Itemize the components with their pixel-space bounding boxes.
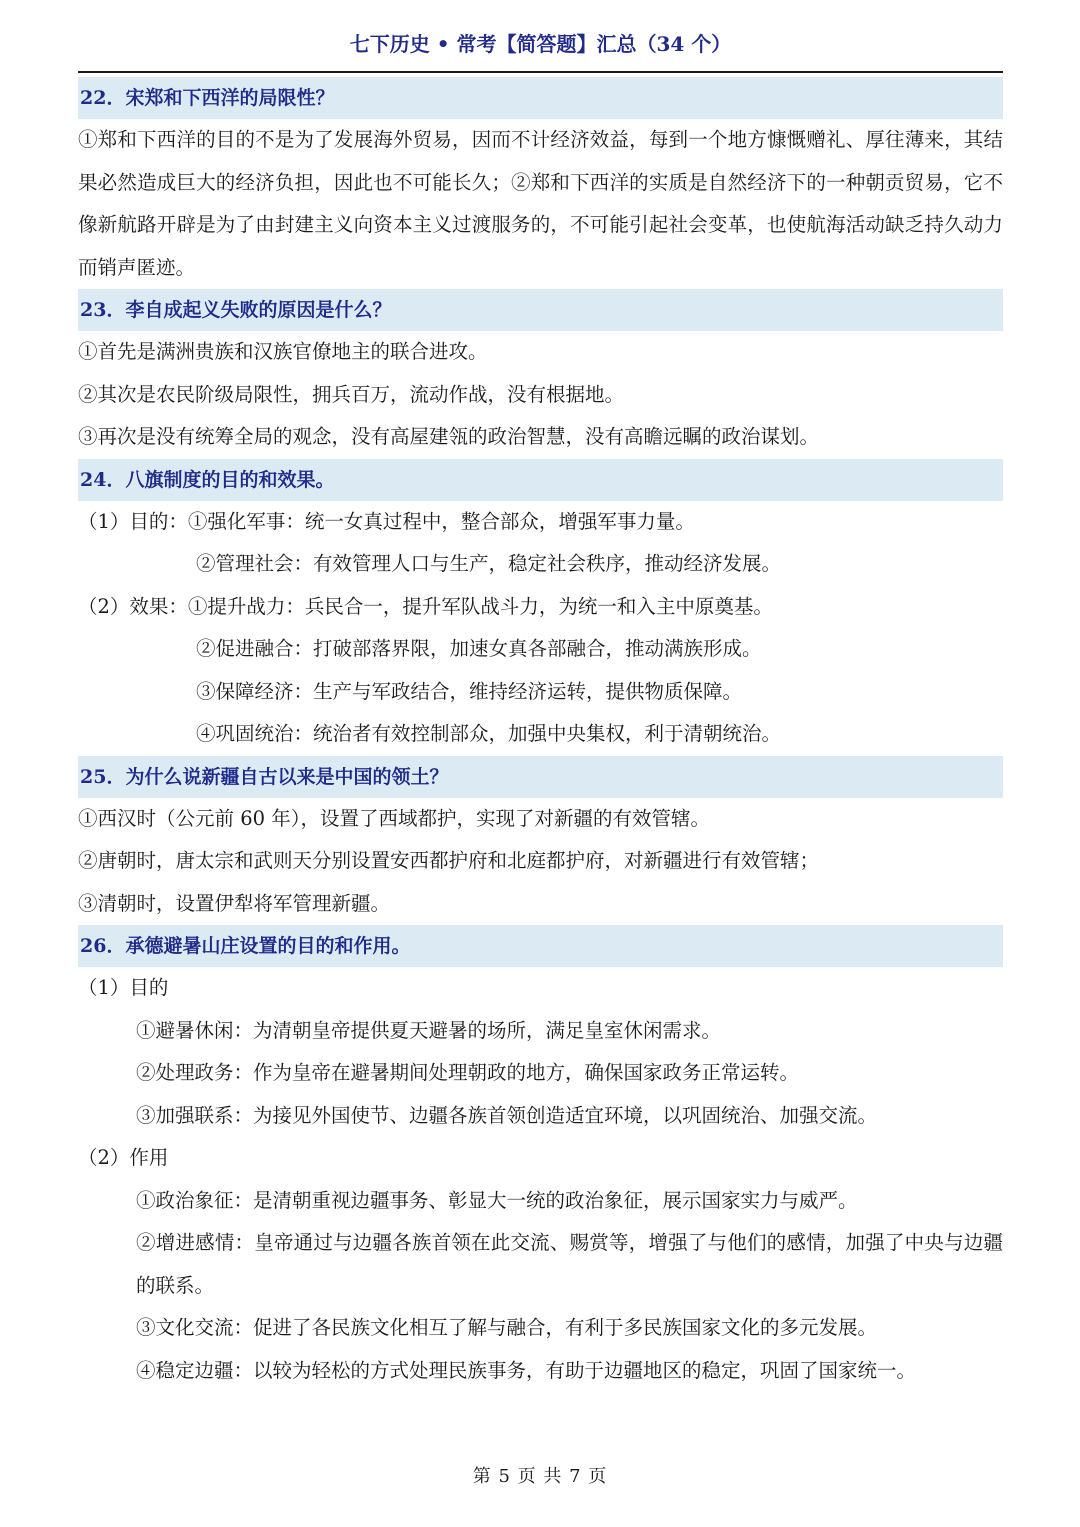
answer-line: ①西汉时（公元前 60 年），设置了西域都护，实现了对新疆的有效管辖。: [78, 806, 710, 830]
question-heading-24: 24．八旗制度的目的和效果。: [78, 459, 1003, 501]
answer-line: ③保障经济：生产与军政结合，维持经济运转，提供物质保障。: [196, 679, 743, 703]
answer-line: ③加强联系：为接见外国使节、边疆各族首领创造适宜环境，以巩固统治、加强交流。: [136, 1103, 878, 1127]
document-body: [78, 77, 1003, 1392]
answer-line: ③文化交流：促进了各民族文化相互了解与融合，有利于多民族国家文化的多元发展。: [136, 1316, 878, 1339]
answer-line: （2）效果：①提升战力：兵民合一，提升军队战斗力，为统一和入主中原奠基。: [78, 594, 773, 618]
answer-line: ①避暑休闲：为清朝皇帝提供夏天避暑的场所，满足皇室休闲需求。: [136, 1018, 722, 1042]
answer-line: ①政治象征：是清朝重视边疆事务、彰显大一统的政治象征，展示国家实力与威严。: [136, 1188, 858, 1212]
answer-line: ②促进融合：打破部落界限，加速女真各部融合，推动满族形成。: [196, 637, 762, 660]
answer-line: ③再次是没有统筹全局的观念，没有高屋建瓴的政治智慧，没有高瞻远瞩的政治谋划。: [78, 425, 820, 448]
answer-paragraph-22: ①郑和下西洋的目的不是为了发展海外贸易，因而不计经济效益，每到一个地方慷慨赠礼、厚往薄来，其结果必然造成巨大的经济负担，因此也不可能长久；②郑和下西洋的实质是自然经济下的一种朝贡贸易，它不像新航路开辟是为了由封建主义向资本主义过渡服务的，不可能引起社会变革，也使航海活动缺乏持久动力而销声匿迹。: [78, 128, 1003, 279]
answer-line: ②唐朝时，唐太宗和武则天分别设置安西都护府和北庭都护府，对新疆进行有效管辖；: [78, 849, 820, 872]
answer-line: ④稳定边疆：以较为轻松的方式处理民族事务，有助于边疆地区的稳定，巩固了国家统一。: [136, 1358, 917, 1382]
answer-line: ④巩固统治：统治者有效控制部众，加强中央集权，利于清朝统治。: [196, 722, 782, 745]
answer-line: ③清朝时，设置伊犁将军管理新疆。: [78, 891, 391, 915]
answer-line: ②增进感情：皇帝通过与边疆各族首领在此交流、赐赏等，增强了与他们的感情，加强了中央与边疆的联系。: [136, 1231, 1003, 1297]
header-divider: [78, 71, 1003, 73]
answer-line: ②管理社会：有效管理人口与生产，稳定社会秩序，推动经济发展。: [196, 552, 782, 575]
question-heading-22: 22．宋郑和下西洋的局限性？: [78, 77, 1003, 119]
answer-line: ②处理政务：作为皇帝在避暑期间处理朝政的地方，确保国家政务正常运转。: [136, 1061, 800, 1084]
answer-line: （1）目的：①强化军事：统一女真过程中，整合部众，增强军事力量。: [78, 509, 695, 533]
page-header-title: 七下历史 • 常考【简答题】汇总（34 个）: [349, 32, 732, 56]
answer-line: ①首先是满洲贵族和汉族官僚地主的联合进攻。: [78, 340, 488, 363]
answer-subheading: （2）作用: [78, 1146, 169, 1169]
answer-line: ②其次是农民阶级局限性，拥兵百万，流动作战，没有根据地。: [78, 382, 625, 406]
question-heading-23: 23．李自成起义失败的原因是什么？: [78, 289, 1003, 331]
question-heading-26: 26．承德避暑山庄设置的目的和作用。: [78, 925, 1003, 967]
page-number: 第 5 页 共 7 页: [472, 1466, 608, 1487]
question-heading-25: 25．为什么说新疆自古以来是中国的领土？: [78, 756, 1003, 798]
answer-subheading: （1）目的: [78, 976, 169, 999]
